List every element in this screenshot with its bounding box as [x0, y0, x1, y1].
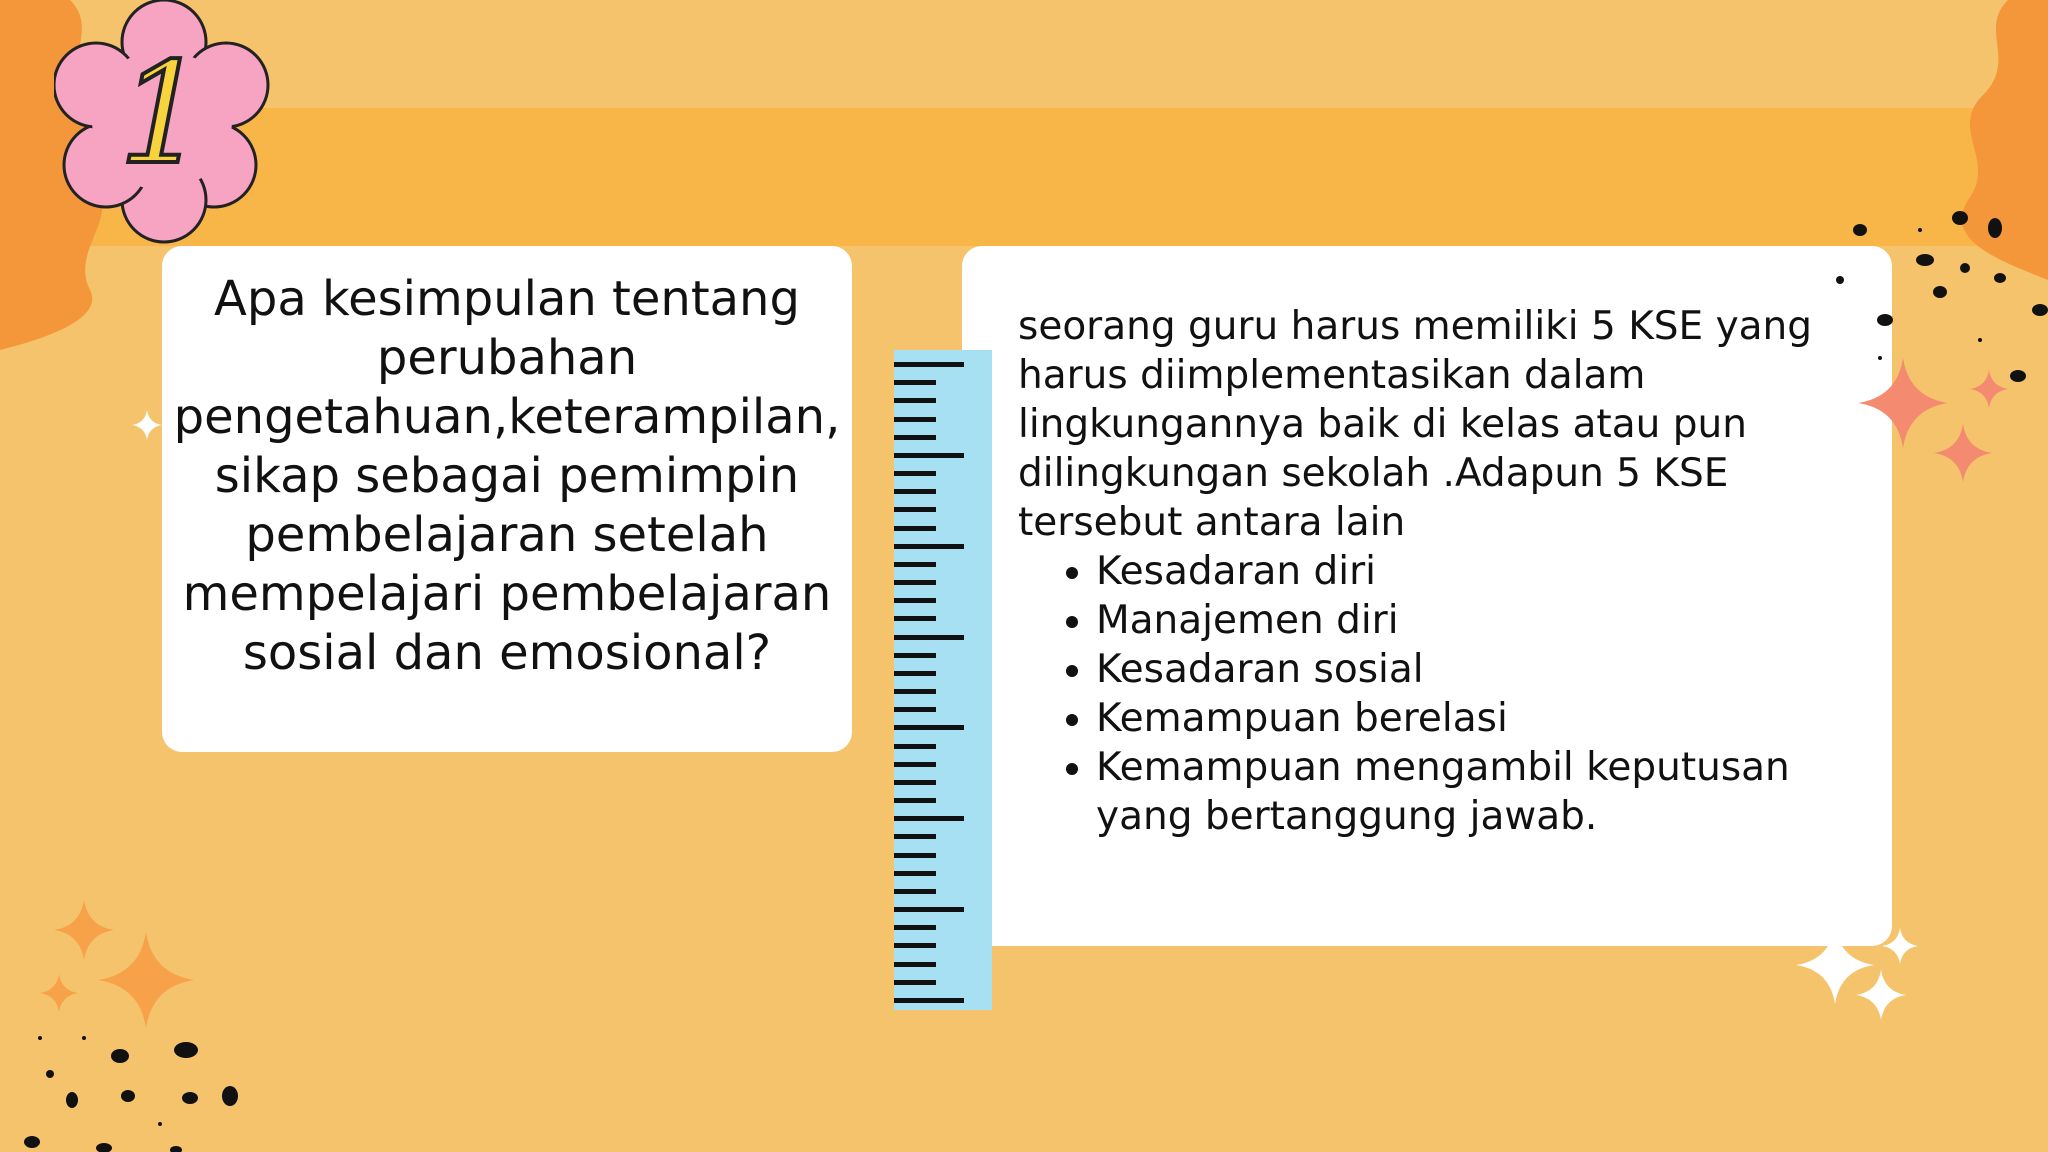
list-item: • Kesadaran sosial: [1096, 645, 1862, 694]
ruler-tick: [894, 671, 936, 676]
list-item: • Kemampuan berelasi: [1096, 694, 1862, 743]
ruler-tick: [894, 635, 964, 640]
ruler-tick: [894, 707, 936, 712]
ruler-tick: [894, 889, 936, 894]
sparkle-icon: [132, 410, 162, 440]
question-line: mempelajari pembelajaran: [182, 566, 832, 622]
ruler-tick: [894, 453, 964, 458]
ruler-tick: [894, 380, 936, 385]
dots-decoration: [0, 1020, 250, 1152]
question-line: sikap sebagai pemimpin: [214, 448, 800, 504]
ruler-tick: [894, 507, 936, 512]
ruler-tick: [894, 526, 936, 531]
ruler-tick: [894, 598, 936, 603]
ruler-tick: [894, 925, 936, 930]
badge-number: 1: [118, 33, 208, 196]
ruler-tick: [894, 544, 964, 549]
list-item: • Kemampuan mengambil keputusan yang bertanggung jawab.: [1096, 743, 1826, 841]
question-line: Apa kesimpulan tentang: [214, 271, 800, 327]
ruler-tick: [894, 998, 964, 1003]
ruler-tick: [894, 362, 964, 367]
ruler-tick: [894, 834, 936, 839]
answer-intro-line: tersebut antara lain: [1018, 500, 1406, 545]
question-line: pembelajaran setelah: [245, 507, 769, 563]
question-card: [162, 246, 852, 752]
ruler-tick: [894, 907, 964, 912]
ruler-tick: [894, 417, 936, 422]
ruler-tick: [894, 489, 936, 494]
ruler-tick: [894, 616, 936, 621]
ruler-tick: [894, 725, 964, 730]
ruler-tick: [894, 980, 936, 985]
question-text: [172, 270, 842, 683]
sparkle-icon: [1856, 970, 1906, 1020]
answer-intro-line: dilingkungan sekolah .Adapun 5 KSE: [1018, 451, 1729, 496]
question-line: perubahan: [376, 330, 638, 386]
sparkle-icon: [40, 974, 78, 1012]
ruler-tick: [894, 580, 936, 585]
ruler-tick: [894, 653, 936, 658]
ruler-tick: [894, 816, 964, 821]
ruler-tick: [894, 762, 936, 767]
ruler-tick: [894, 871, 936, 876]
ruler-tick: [894, 398, 936, 403]
ruler-tick: [894, 689, 936, 694]
ruler-tick: [894, 798, 936, 803]
question-line: pengetahuan,keterampilan,: [173, 389, 841, 445]
sparkle-icon: [1934, 424, 1992, 482]
dots-decoration: [1740, 200, 2048, 400]
answer-intro-line: seorang guru harus memiliki 5 KSE yang: [1018, 304, 1813, 349]
list-item: • Kesadaran diri: [1096, 547, 1862, 596]
answer-body: [1018, 302, 1862, 841]
ruler-tick: [894, 853, 936, 858]
ruler-tick: [894, 562, 936, 567]
sparkle-icon: [1882, 928, 1918, 964]
kse-list: [1018, 547, 1862, 841]
answer-intro-line: harus diimplementasikan dalam: [1018, 353, 1646, 398]
ruler-tick: [894, 471, 936, 476]
ruler-tick: [894, 435, 936, 440]
ruler-tick: [894, 744, 936, 749]
ruler-tick: [894, 780, 936, 785]
answer-intro-line: lingkungannya baik di kelas atau pun: [1018, 402, 1747, 447]
sparkle-icon: [54, 900, 114, 960]
question-line: sosial dan emosional?: [242, 625, 772, 681]
ruler-tick: [894, 962, 936, 967]
ruler-decoration: [894, 350, 992, 1010]
ruler-tick: [894, 943, 936, 948]
list-item: • Manajemen diri: [1096, 596, 1862, 645]
